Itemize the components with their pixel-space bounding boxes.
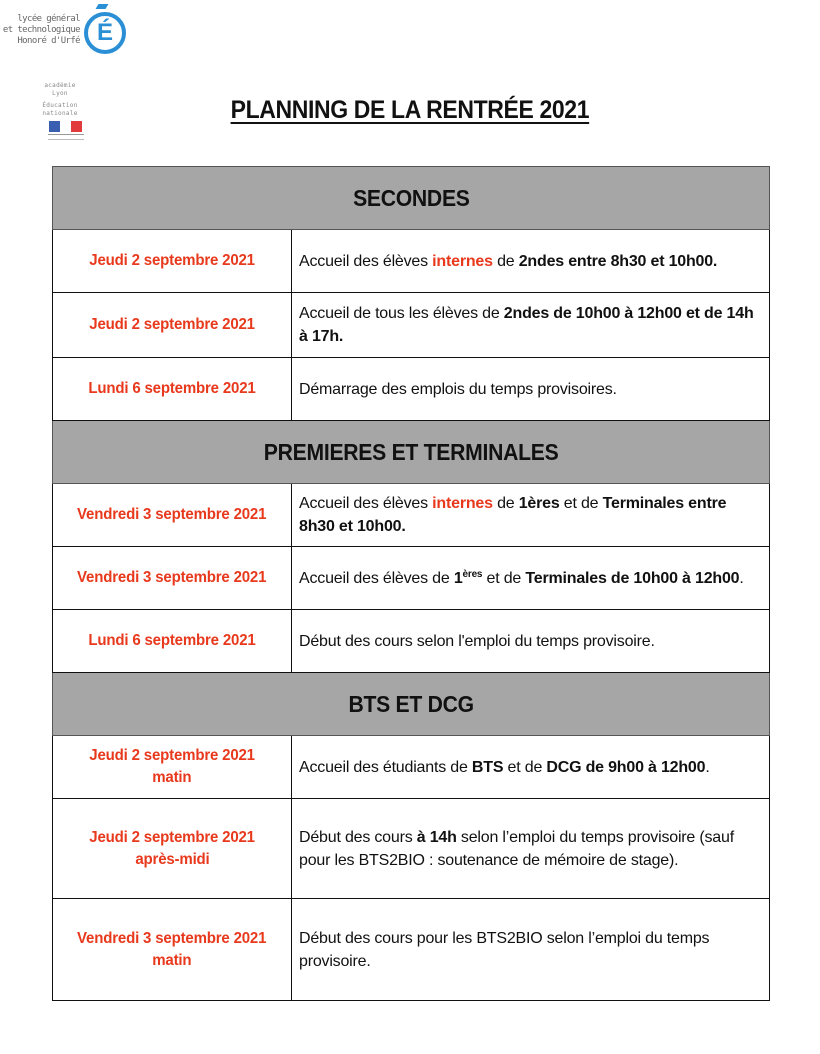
date-period-text: matin [152, 769, 192, 786]
logo-e-letter: É [96, 19, 113, 46]
ministry-line-2: nationale [42, 110, 78, 117]
description-text: Début des cours selon l'emploi du temps provisoire. [299, 632, 655, 650]
academie-line-1: académie [44, 82, 76, 89]
academie-line-2: Lyon [52, 90, 68, 97]
logo-line-1: lycée général [17, 14, 80, 24]
description-text: Accueil de tous les élèves de [299, 305, 504, 322]
description-text: Terminales entre 8h30 et 10h00. [299, 495, 727, 535]
highlight-text: internes [432, 252, 493, 270]
date-cell [53, 736, 292, 799]
description-text: DCG de 9h00 à 12h00 [546, 758, 706, 776]
description-text: Accueil des étudiants de [299, 758, 472, 776]
description-text: 2ndes de 10h00 à 12h00 et de 14h à 17h. [299, 305, 754, 345]
description-text: à 14h [416, 828, 457, 846]
logo-line-2: et technologique [2, 25, 80, 35]
table-row [53, 358, 770, 421]
section-heading [53, 421, 770, 484]
description-cell [292, 358, 770, 421]
table-row [53, 899, 770, 1001]
date-cell [53, 230, 292, 293]
logo-e-icon [84, 12, 126, 54]
description-text: et de [482, 569, 526, 587]
description-text: Accueil des élèves [299, 252, 433, 270]
description-text: et de [559, 495, 603, 512]
date-text: Vendredi 3 septembre 2021 [77, 506, 267, 523]
description-cell [292, 547, 770, 610]
description-text: 2ndes entre 8h30 et 10h00. [518, 252, 718, 270]
planning-table [52, 166, 770, 1001]
description-text: Accueil des élèves [299, 495, 433, 512]
table-row [53, 736, 770, 799]
section-heading-text: PREMIERES ET TERMINALES [263, 438, 559, 465]
date-cell [53, 484, 292, 547]
section-header-row [53, 421, 770, 484]
description-text: ères [462, 568, 483, 580]
section-heading-text: BTS ET DCG [348, 690, 474, 717]
description-text: selon l’emploi du temps provisoire (sauf pour les BTS2BIO : soutenance de mémoire de stage). [299, 828, 734, 869]
date-period-text: après-midi [134, 850, 210, 868]
date-cell [53, 799, 292, 899]
table-row [53, 230, 770, 293]
date-period-text: matin [152, 951, 192, 969]
date-text: Vendredi 3 septembre 2021 [77, 569, 267, 586]
description-cell [292, 899, 770, 1001]
date-text: Lundi 6 septembre 2021 [88, 380, 256, 397]
description-text: 1 [453, 569, 463, 587]
date-text: Jeudi 2 septembre 2021 [89, 747, 255, 764]
section-heading [53, 167, 770, 230]
description-cell [292, 484, 770, 547]
description-text: de [492, 252, 519, 270]
description-text: Terminales de 10h00 à 12h00 [525, 569, 740, 587]
date-text: Jeudi 2 septembre 2021 [89, 316, 255, 333]
page-title-wrap [0, 96, 820, 125]
date-cell [53, 610, 292, 673]
date-text: Jeudi 2 septembre 2021 [89, 828, 255, 846]
description-text: Début des cours [299, 828, 417, 846]
highlight-text: internes [432, 495, 493, 512]
description-text: 1ères [518, 495, 560, 512]
description-cell [292, 799, 770, 899]
description-cell [292, 736, 770, 799]
section-heading [53, 673, 770, 736]
ministry-line-1: Éducation [42, 102, 78, 109]
table-row [53, 610, 770, 673]
description-text: de [492, 495, 519, 512]
date-cell [53, 358, 292, 421]
date-text: Jeudi 2 septembre 2021 [89, 252, 255, 269]
logo-line-3: Honoré d'Urfé [17, 36, 80, 46]
table-row [53, 293, 770, 358]
description-text: et de [503, 758, 547, 776]
description-cell [292, 293, 770, 358]
description-text: Accueil des élèves de [299, 569, 454, 587]
logo-accent-icon [96, 4, 109, 9]
planning-table-body [53, 167, 770, 1001]
description-text: . [705, 758, 710, 776]
section-header-row [53, 673, 770, 736]
date-text: Lundi 6 septembre 2021 [88, 632, 256, 649]
table-row [53, 547, 770, 610]
description-text: . [739, 569, 744, 587]
description-text: BTS [471, 758, 504, 776]
table-row [53, 799, 770, 899]
date-text: Vendredi 3 septembre 2021 [77, 929, 267, 947]
description-cell [292, 230, 770, 293]
date-cell [53, 293, 292, 358]
flag-caption [48, 134, 84, 140]
table-row [53, 484, 770, 547]
page-title: PLANNING DE LA RENTRÉE 2021 [230, 96, 590, 124]
section-header-row [53, 167, 770, 230]
section-heading-text: SECONDES [352, 184, 470, 211]
date-cell [53, 547, 292, 610]
description-cell [292, 610, 770, 673]
description-text: Démarrage des emplois du temps provisoires. [299, 380, 617, 398]
description-text: Début des cours pour les BTS2BIO selon l’emploi du temps provisoire. [299, 929, 710, 970]
date-cell [53, 899, 292, 1001]
